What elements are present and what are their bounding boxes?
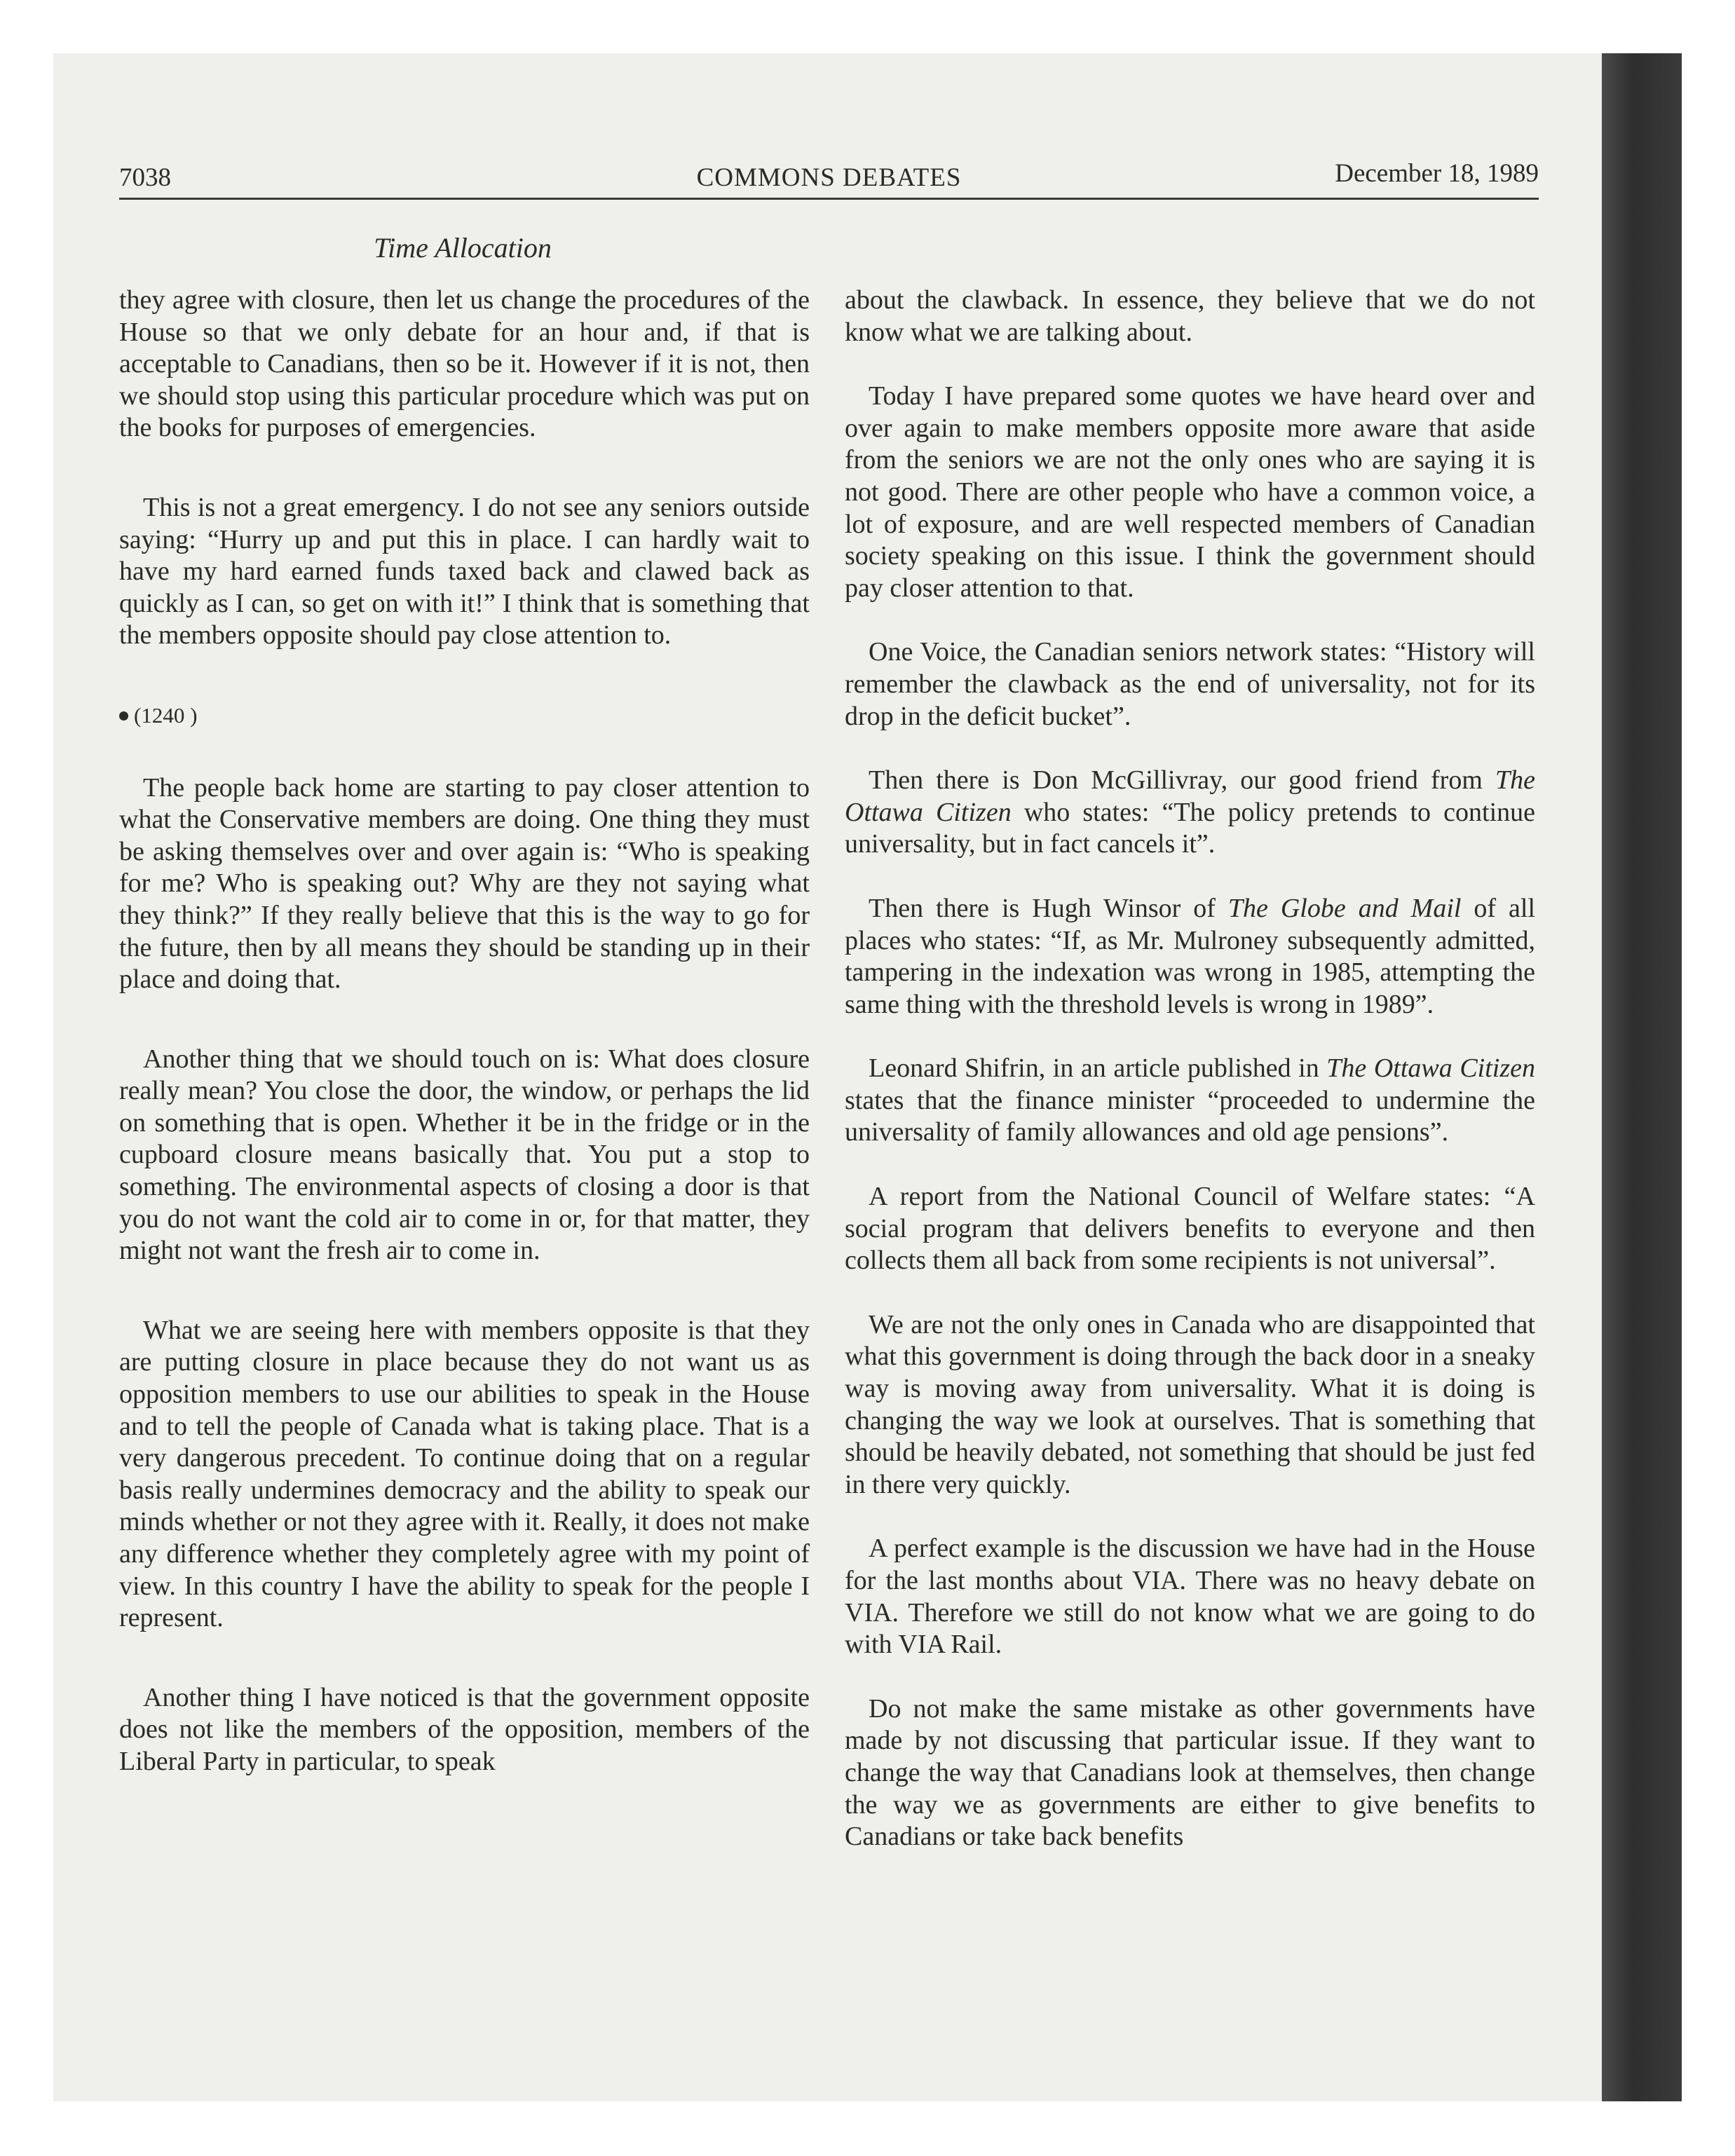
section-heading: Time Allocation [374, 232, 552, 264]
paragraph: This is not a great emergency. I do not see any seniors outside saying: “Hurry up and put this in place. I can hardly wait to have my hard earned funds taxed back and clawed back as quickly as I can, so get on with it!” I think that is something that the members opposite should pay close attention to. [119, 492, 810, 650]
paragraph: Another thing that we should touch on is: What does closure really mean? You close the door, the window, or perhaps the lid on something that is open. Whether it be in the fridge or in the cupboard closure means basically that. You put a stop to something. The environmental aspects of closing a door is that you do not want the cold air to come in or, for that matter, they might not want the fresh air to come in. [119, 1044, 810, 1266]
time-stamp [119, 700, 810, 732]
paragraph: We are not the only ones in Canada who are disappointed that what this government is doing through the back door in a sneaky way is moving away from universality. What it is doing is changing the way we look at ourselves. That is something that should be heavily debated, not something that should be just fed in there very quickly. [845, 1309, 1535, 1499]
paragraph [845, 1053, 1535, 1149]
paragraph: they agree with closure, then let us change the procedures of the House so that we only debate for an hour and, if that is acceptable to Canadians, then so be it. However if it is not, then we should stop using this particular procedure which was put on the books for purposes of emergencies. [119, 285, 810, 443]
page-date: December 18, 1989 [1335, 159, 1539, 188]
publication-name: The Ottawa Citizen [1326, 1053, 1536, 1084]
paragraph: What we are seeing here with members opposite is that they are putting closure in place because they do not want us as opposition members to use our abilities to speak in the House and to tell the people of Canada what is taking place. That is a very dangerous precedent. To continue doing that on a regular basis really undermines democracy and the ability to speak our minds whether or not they agree with it. Really, it does not make any difference whether they completely agree with my point of view. In this country I have the ability to speak for the people I represent. [119, 1315, 810, 1633]
paragraph: Do not make the same mistake as other governments have made by not discussing that particular issue. If they want to change the way that Canadians look at themselves, then change the way we as governments are either to give benefits to Canadians or take back benefits [845, 1693, 1535, 1852]
text-run: Then there is Don McGillivray, our good friend from [869, 765, 1495, 796]
left-column [119, 285, 810, 1826]
paragraph: A report from the National Council of Welfare states: “A social program that delivers benefits to everyone and then collects them all back from some recipients is not universal”. [845, 1182, 1535, 1276]
page-number: 7038 [119, 163, 171, 192]
paragraph: A perfect example is the discussion we have had in the House for the last months about VIA. There was no heavy debate on VIA. Therefore we still do not know what we are going to do with VIA Rail. [845, 1534, 1535, 1660]
scan-edge-shadow [1602, 53, 1682, 2101]
paragraph [845, 765, 1535, 861]
text-run: Leonard Shifrin, in an article published in [869, 1053, 1327, 1084]
paragraph: Today I have prepared some quotes we have heard over and over again to make members opposite more aware that aside from the seniors we are not the only ones who are saying it is not good. There are other people who have a common voice, a lot of exposure, and are well respected members of Canadian society speaking on this issue. I think the government should pay closer attention to that. [845, 381, 1535, 603]
paragraph: Another thing I have noticed is that the government opposite does not like the members of the opposition, members of the Liberal Party in particular, to speak [119, 1682, 810, 1776]
publication-name: The Ottawa Citizen [845, 765, 1535, 827]
text-run: Then there is Hugh Winsor of [869, 893, 1228, 923]
time-stamp-label: (1240 ) [134, 702, 198, 728]
page-header [119, 158, 1539, 200]
paragraph [845, 893, 1535, 1021]
text-run: states that the finance minister “proceeded to undermine the universality of family allowances and old age pensions”. [845, 1085, 1535, 1147]
journal-title: COMMONS DEBATES [696, 163, 962, 192]
header-rule [119, 198, 1539, 200]
text-run: of all places who states: “If, as Mr. Mulroney subsequently admitted, tampering in the indexation was wrong in 1985, attempting the same thing with the threshold levels is wrong in 1989”. [845, 893, 1535, 1019]
bullet-icon [119, 711, 128, 721]
paragraph: about the clawback. In essence, they believe that we do not know what we are talking about. [845, 285, 1535, 347]
text-run: who states: “The policy pretends to continue universality, but in fact cancels it”. [845, 797, 1535, 859]
paragraph: The people back home are starting to pay closer attention to what the Conservative members are doing. One thing they must be asking themselves over and over again is: “Who is speaking for me? Who is speaking out? Why are they not saying what they think?” If they really believe that this is the way to go for the future, then by all means they should be standing up in their place and doing that. [119, 772, 810, 995]
publication-name: The Globe and Mail [1227, 893, 1462, 923]
right-column [845, 285, 1535, 1885]
paragraph: One Voice, the Canadian seniors network states: “History will remember the clawback as the end of universality, not for its drop in the deficit bucket”. [845, 637, 1535, 731]
